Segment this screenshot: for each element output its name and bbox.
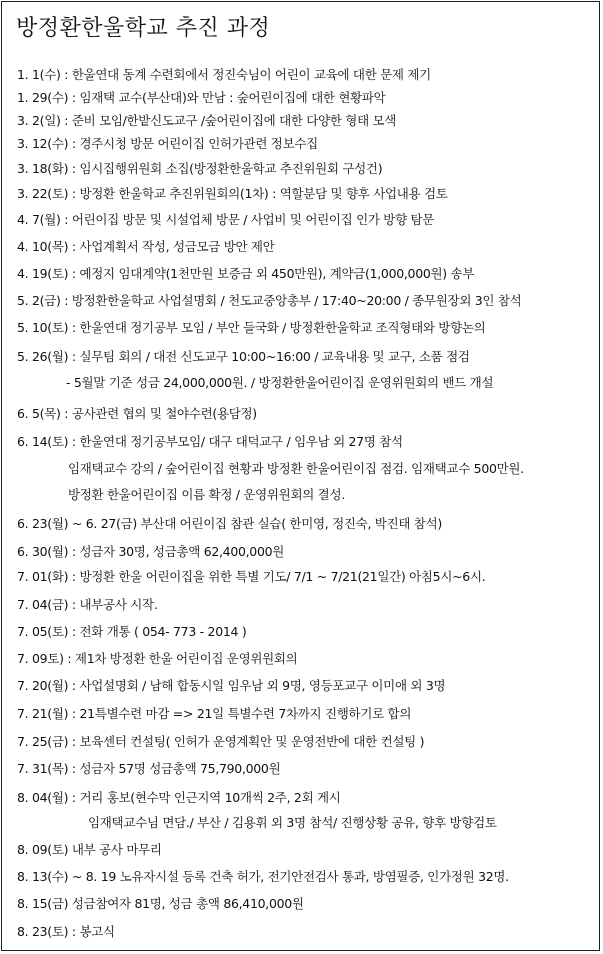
entry-0815: 8. 15(금) 성금참여자 81명, 성금 총액 86,410,000원: [17, 896, 304, 911]
entry-0725: 7. 25(금) : 보육센터 컨설팅( 인허가 운영계획안 및 운영전반에 대한 컨설팅 ): [17, 734, 425, 749]
page-title: 방정환한울학교 추진 과정: [16, 16, 271, 41]
entry-0709: 7. 09토) : 제1차 방정환 한울 어린이집 운영위원회의: [17, 651, 298, 666]
entry-0502: 5. 2(금) : 방정환한울학교 사업설명회 / 천도교중앙총부 / 17:40~20:00 / 종무원장외 3인 참석: [17, 293, 522, 308]
entry-0630: 6. 30(월) : 성금자 30명, 성금총액 62,400,000원: [17, 544, 285, 559]
entry-0705: 7. 05(토) : 전화 개통 ( 054- 773 - 2014 ): [17, 624, 247, 639]
entry-0720: 7. 20(월) : 사업설명회 / 남해 합동시일 임우남 외 9명, 영등포교구 이미애 외 3명: [17, 678, 446, 693]
entry-0129: 1. 29(수) : 임재택 교수(부산대)와 만남 : 숲어린이집에 대한 현황파악: [17, 90, 386, 105]
entry-0704: 7. 04(금) : 내부공사 시작.: [17, 597, 158, 612]
entry-0302: 3. 2(일) : 준비 모임/한밭신도교구 /숲어린이집에 대한 다양한 형태 모색: [17, 113, 397, 128]
entry-0322: 3. 22(토) : 방정환 한울학교 추진위원회의(1차) : 역할분담 및 향후 사업내용 검토: [17, 186, 448, 201]
entry-0813: 8. 13(수) ~ 8. 19 노유자시설 등록 건축 허가, 전기안전검사 통과, 방염필증, 인가정원 32명.: [17, 869, 509, 884]
entry-0419: 4. 19(토) : 예정지 임대계약(1천만원 보증금 외 450만원), 계약금(1,000,000원) 송부: [17, 266, 475, 281]
entry-0823: 8. 23(토) : 봉고식: [17, 924, 115, 939]
entry-0510: 5. 10(토) : 한울연대 정기공부 모임 / 부안 들국화 / 방정환한울학교 조직형태와 방향논의: [17, 320, 486, 335]
entry-0605: 6. 5(목) : 공사관련 협의 및 철야수련(용담정): [17, 406, 257, 421]
entry-0407: 4. 7(월) : 어린이집 방문 및 시설업체 방문 / 사업비 및 어린이집 인가 방향 탐문: [17, 212, 435, 227]
entry-0526-note: - 5월말 기준 성금 24,000,000원. / 방정환한울어린이집 운영위원회의 밴드 개설: [66, 375, 494, 390]
entry-0526: 5. 26(월) : 실무팀 회의 / 대전 신도교구 10:00~16:00 / 교육내용 및 교구, 소품 점검: [17, 349, 470, 364]
entry-0701: 7. 01(화) : 방정환 한울 어린이집을 위한 특별 기도/ 7/1 ~ 7/21(21일간) 아침5시~6시.: [17, 569, 486, 584]
entry-0614-detail-2: 방정환 한울어린이집 이름 확정 / 운영위원회의 결성.: [68, 487, 345, 502]
entry-0721: 7. 21(월) : 21특별수련 마감 => 21일 특별수련 7차까지 진행하기로 합의: [17, 706, 412, 721]
entry-0101: 1. 1(수) : 한울연대 동계 수련회에서 정진숙님이 어린이 교육에 대한 문제 제기: [17, 67, 431, 82]
entry-0804-detail: 임재택교수님 면담./ 부산 / 김용휘 외 3명 참석/ 진행상황 공유, 향후 방향검토: [88, 815, 497, 830]
entry-0809: 8. 09(토) 내부 공사 마무리: [17, 842, 162, 857]
entry-0614: 6. 14(토) : 한울연대 정기공부모임/ 대구 대덕교구 / 임우남 외 27명 참석: [17, 434, 403, 449]
entry-0318: 3. 18(화) : 임시집행위원회 소집(방정환한울학교 추진위원회 구성건): [17, 161, 383, 176]
entry-0410: 4. 10(목) : 사업계획서 작성, 성금모금 방안 제안: [17, 239, 275, 254]
entry-0804: 8. 04(월) : 거리 홍보(현수막 인근지역 10개씩 2주, 2회 게시: [17, 790, 341, 805]
entry-0623: 6. 23(월) ~ 6. 27(금) 부산대 어린이집 참관 실습( 한미영, 정진숙, 박진태 참석): [17, 516, 442, 531]
entry-0312: 3. 12(수) : 경주시청 방문 어린이집 인허가관련 정보수집: [17, 136, 318, 151]
entry-0731: 7. 31(목) : 성금자 57명 성금총액 75,790,000원: [17, 761, 281, 776]
entry-0614-detail-1: 임재택교수 강의 / 숲어린이집 현황과 방정환 한울어린이집 점검. 임재택교수 500만원.: [68, 461, 524, 476]
